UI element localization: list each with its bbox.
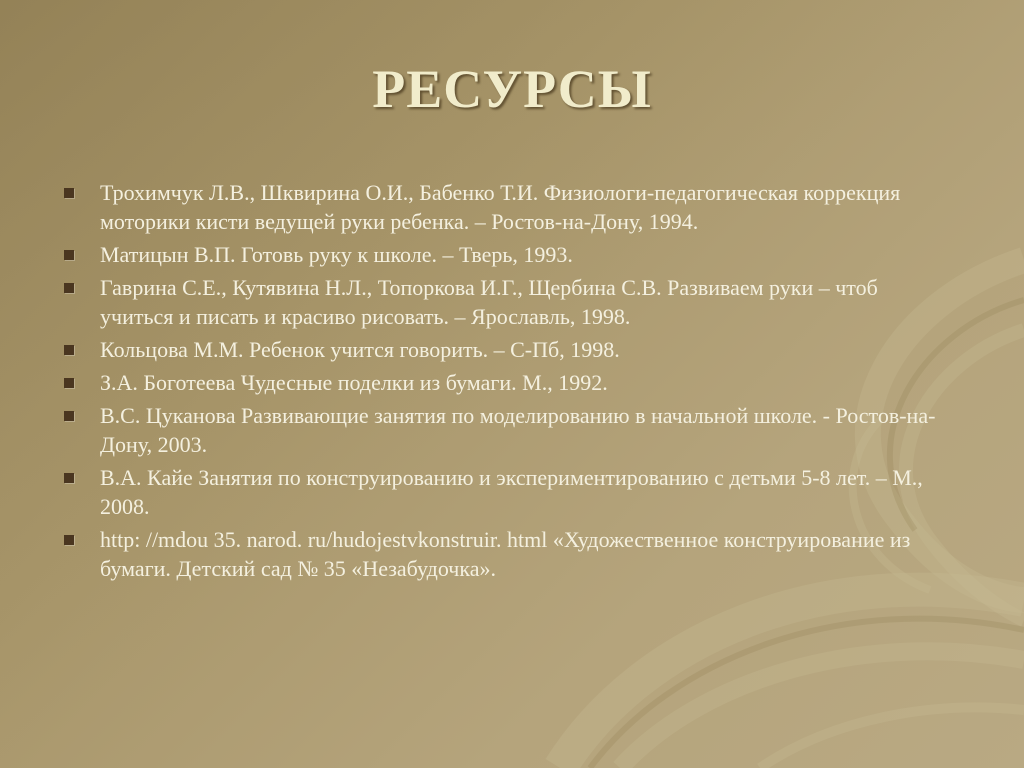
list-item [62, 401, 952, 459]
square-bullet-icon [64, 283, 74, 293]
reference-text: З.А. Боготеева Чудесные поделки из бумаги. М., 1992. [100, 370, 608, 395]
reference-text: Матицын В.П. Готовь руку к школе. – Тверь, 1993. [100, 242, 573, 267]
reference-text: В.С. Цуканова Развивающие занятия по моделированию в начальной школе. - Ростов-на-Дону, 2003. [100, 403, 936, 457]
list-item [62, 273, 952, 331]
reference-link-text[interactable]: http: //mdou 35. narod. ru/hudojestvkonstruir. html «Художественное конструирование из бумаги. Детский сад № 35 «Незабудочка». [100, 527, 911, 581]
square-bullet-icon [64, 411, 74, 421]
list-item [62, 368, 952, 397]
square-bullet-icon [64, 250, 74, 260]
reference-text: Кольцова М.М. Ребенок учится говорить. – С-Пб, 1998. [100, 337, 620, 362]
square-bullet-icon [64, 378, 74, 388]
list-item [62, 178, 952, 236]
list-item [62, 240, 952, 269]
square-bullet-icon [64, 188, 74, 198]
reference-text: Гаврина С.Е., Кутявина Н.Л., Топоркова И.Г., Щербина С.В. Развиваем руки – чтоб учиться и писать и красиво рисовать. – Ярославль, 1998. [100, 275, 878, 329]
list-item[interactable] [62, 525, 952, 583]
reference-text: Трохимчук Л.В., Шквирина О.И., Бабенко Т.И. Физиологи-педагогическая коррекция моторики кисти ведущей руки ребенка. – Ростов-на-Дону, 1994. [100, 180, 901, 234]
square-bullet-icon [64, 473, 74, 483]
square-bullet-icon [64, 345, 74, 355]
list-item [62, 463, 952, 521]
list-item [62, 335, 952, 364]
reference-text: В.А. Кайе Занятия по конструированию и экспериментированию с детьми 5-8 лет. – М., 2008. [100, 465, 923, 519]
slide-title: РЕСУРСЫ [372, 59, 652, 119]
square-bullet-icon [64, 535, 74, 545]
references-list [62, 178, 952, 587]
